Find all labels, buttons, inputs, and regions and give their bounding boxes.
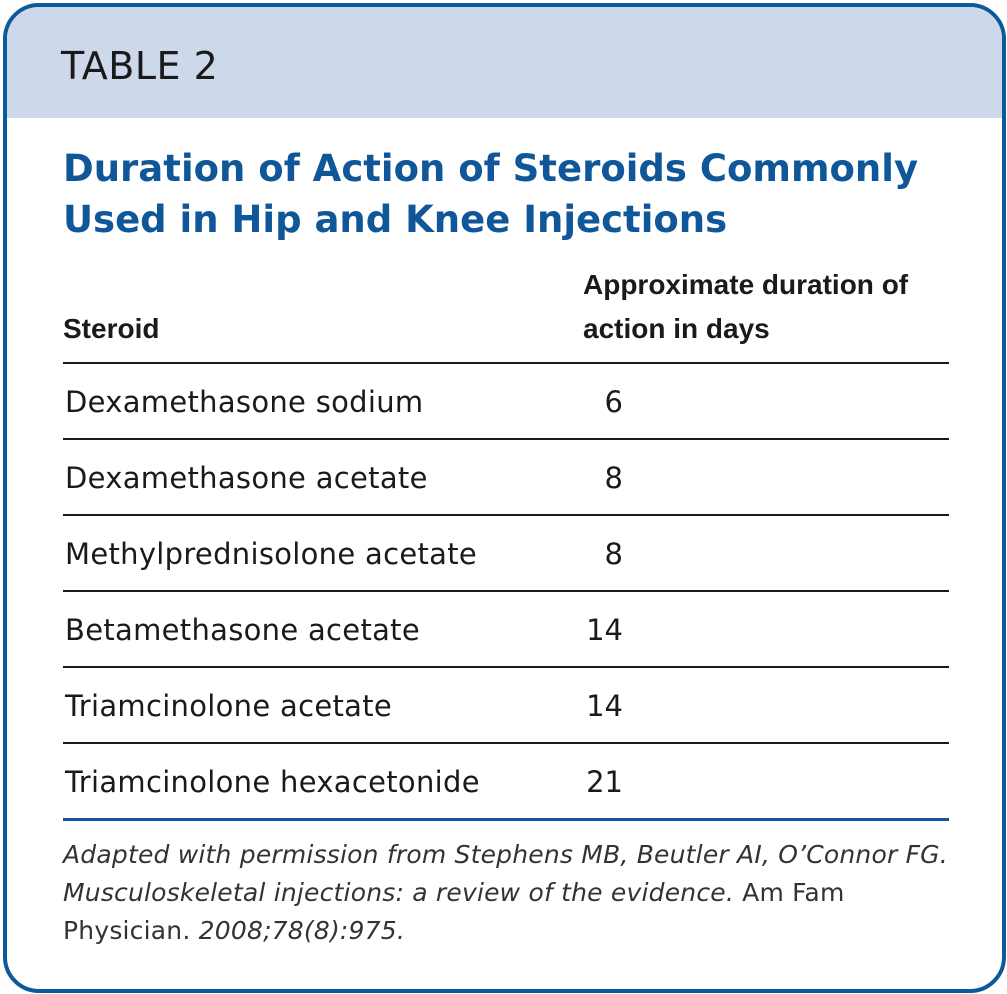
duration-cell: 6	[604, 385, 623, 419]
table-row	[63, 364, 949, 440]
table-row	[63, 516, 949, 592]
table-card	[3, 3, 1006, 993]
column-header-steroid: Steroid	[63, 313, 160, 344]
table-row	[63, 668, 949, 744]
steroid-cell: Dexamethasone sodium	[65, 385, 424, 419]
steroid-cell: Methylprednisolone acetate	[65, 537, 478, 571]
citation-volume: 2008;78(8):975.	[198, 916, 405, 945]
source-citation	[63, 836, 963, 950]
steroid-cell: Triamcinolone acetate	[65, 689, 393, 723]
duration-cell: 8	[604, 461, 623, 495]
duration-cell: 21	[586, 765, 623, 799]
table-row	[63, 592, 949, 668]
table-body	[63, 364, 949, 821]
steroid-cell: Dexamethasone acetate	[65, 461, 428, 495]
duration-cell: 14	[586, 613, 623, 647]
column-header-duration: Approximate duration of action in days	[583, 269, 909, 344]
steroid-cell: Betamethasone acetate	[65, 613, 420, 647]
table-row	[63, 744, 949, 821]
header-band	[7, 7, 1002, 118]
table-title: Duration of Action of Steroids Commonly Used in Hip and Knee Injections	[63, 147, 919, 241]
duration-cell: 14	[586, 689, 623, 723]
table-label: TABLE 2	[61, 44, 219, 88]
citation-authors: Adapted with permission from Stephens MB, Beutler AI, O’Connor FG. Musculoskeletal injections: a review of the evidence.	[63, 840, 948, 907]
duration-cell: 8	[604, 537, 623, 571]
citation-journal: Am Fam Physician.	[63, 878, 845, 945]
table-row	[63, 440, 949, 516]
steroid-cell: Triamcinolone hexacetonide	[65, 765, 480, 799]
